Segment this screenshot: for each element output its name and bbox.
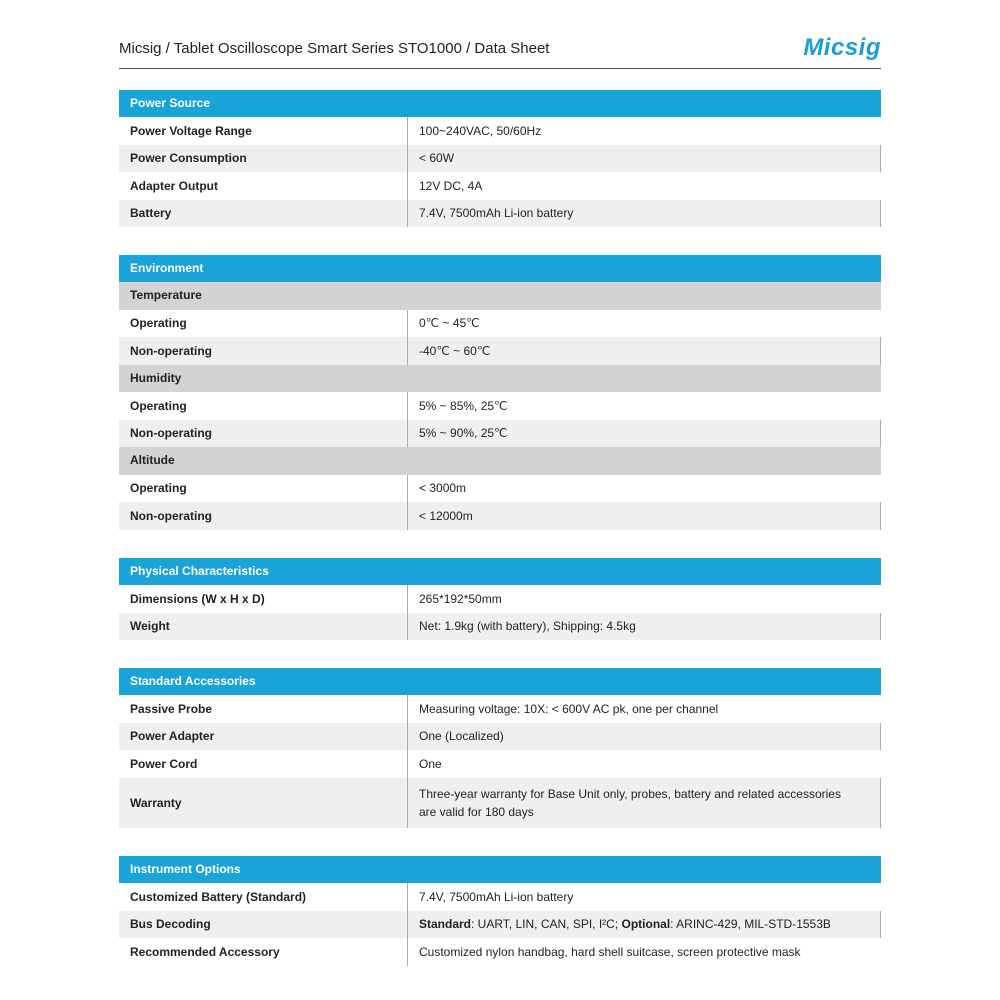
physical-section <box>119 558 881 640</box>
row-label: Power Voltage Range <box>119 117 408 145</box>
section-header: Environment <box>119 255 881 282</box>
row-value: 5% ~ 90%, 25℃ <box>408 420 881 448</box>
row-value: 100~240VAC, 50/60Hz <box>419 123 542 138</box>
table-row <box>119 911 881 939</box>
section-header: Physical Characteristics <box>119 558 881 585</box>
section-header: Standard Accessories <box>119 668 881 695</box>
row-value: Net: 1.9kg (with battery), Shipping: 4.5kg <box>408 613 881 641</box>
row-label: Power Cord <box>119 750 408 778</box>
table-row <box>119 938 881 966</box>
row-value: -40℃ ~ 60℃ <box>408 337 881 365</box>
row-label: Power Consumption <box>119 145 408 173</box>
table-row <box>119 172 881 200</box>
table-row <box>119 502 881 530</box>
row-value: 265*192*50mm <box>419 591 502 606</box>
table-row <box>119 475 881 503</box>
row-label: Weight <box>119 613 408 641</box>
row-value: Customized nylon handbag, hard shell suitcase, screen protective mask <box>419 944 801 959</box>
document-title: Micsig / Tablet Oscilloscope Smart Series STO1000 / Data Sheet <box>119 40 550 57</box>
table-row <box>119 145 881 173</box>
optional-values: : ARINC-429, MIL-STD-1553B <box>670 917 831 932</box>
row-value: 5% ~ 85%, 25℃ <box>419 398 508 413</box>
row-value: 12V DC, 4A <box>419 178 483 193</box>
row-label: Warranty <box>119 778 408 828</box>
row-label: Operating <box>119 310 408 338</box>
table-row <box>119 723 881 751</box>
row-value: < 12000m <box>408 502 881 530</box>
row-label: Operating <box>119 475 408 503</box>
section-header: Instrument Options <box>119 856 881 883</box>
row-label: Battery <box>119 200 408 228</box>
row-label: Recommended Accessory <box>119 938 408 966</box>
table-row <box>119 310 881 338</box>
row-value: Measuring voltage: 10X: < 600V AC pk, one per channel <box>419 701 719 716</box>
row-value: One (Localized) <box>408 723 881 751</box>
power-source-section <box>119 90 881 227</box>
row-label: Adapter Output <box>119 172 408 200</box>
table-row <box>119 585 881 613</box>
row-label: Non-operating <box>119 420 408 448</box>
row-label: Non-operating <box>119 502 408 530</box>
row-value: 7.4V, 7500mAh Li-ion battery <box>408 200 881 228</box>
micsig-logo: Micsig <box>803 34 881 61</box>
table-row <box>119 337 881 365</box>
table-row <box>119 883 881 911</box>
row-value: 7.4V, 7500mAh Li-ion battery <box>419 889 574 904</box>
table-row <box>119 392 881 420</box>
table-row <box>119 613 881 641</box>
accessories-section <box>119 668 881 828</box>
section-header: Power Source <box>119 90 881 117</box>
row-value: 0℃ ~ 45℃ <box>419 316 480 331</box>
table-row <box>119 420 881 448</box>
table-row <box>119 695 881 723</box>
optional-label: Optional <box>621 917 671 932</box>
subsection-header: Humidity <box>119 365 881 393</box>
row-label: Non-operating <box>119 337 408 365</box>
row-value: < 3000m <box>419 481 467 496</box>
page-header <box>119 30 881 69</box>
table-row <box>119 200 881 228</box>
options-section <box>119 856 881 966</box>
standard-values: : UART, LIN, CAN, SPI, I²C; <box>471 917 622 932</box>
row-label: Power Adapter <box>119 723 408 751</box>
row-value: Three-year warranty for Base Unit only, probes, battery and related accessories are valid for 180 days <box>408 778 881 828</box>
row-value <box>408 911 881 939</box>
row-value: One <box>419 756 442 771</box>
row-label: Operating <box>119 392 408 420</box>
row-label: Passive Probe <box>119 695 408 723</box>
row-value: < 60W <box>408 145 881 173</box>
subsection-header: Temperature <box>119 282 881 310</box>
standard-label: Standard <box>419 917 472 932</box>
table-row <box>119 117 881 145</box>
row-label: Bus Decoding <box>119 911 408 939</box>
row-label: Dimensions (W x H x D) <box>119 585 408 613</box>
table-row <box>119 750 881 778</box>
table-row <box>119 778 881 828</box>
row-label: Customized Battery (Standard) <box>119 883 408 911</box>
subsection-header: Altitude <box>119 447 881 475</box>
environment-section <box>119 255 881 530</box>
